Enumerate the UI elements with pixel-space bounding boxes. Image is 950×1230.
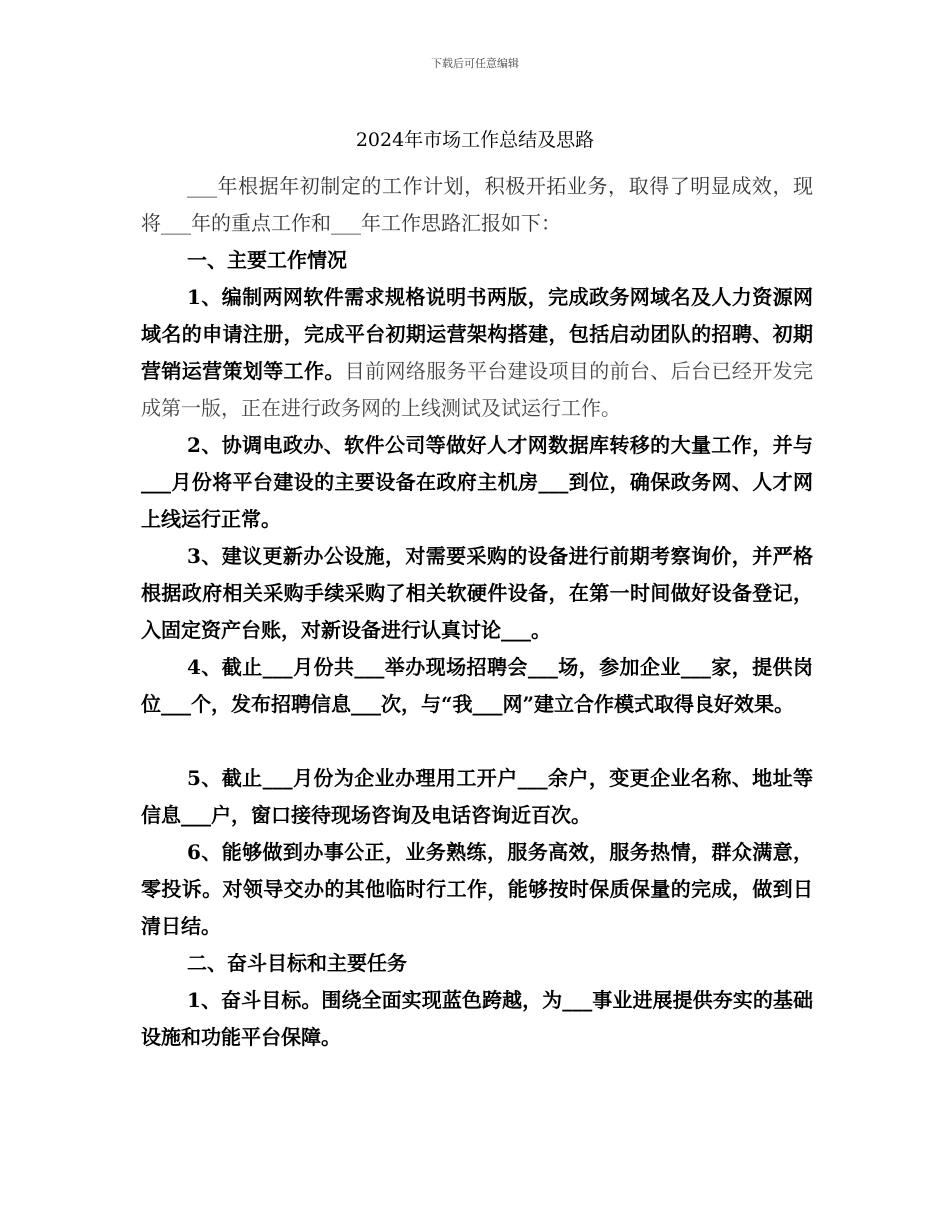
item-1-normal-text: 目前网络服务平台建设项目的前台、后台已经开发完成第一版，正在进行政务网的上线测试及试运行工作。 [141, 359, 813, 420]
section-heading-1: 一、主要工作情况 [187, 248, 347, 272]
item-5-paragraph: 5、截止___月份为企业办理用工开户___余户，变更企业名称、地址等信息___户，窗口接待现场咨询及电话咨询近百次。 [141, 766, 813, 827]
page-header: 下载后可任意编辑 [431, 57, 519, 70]
item-6-paragraph: 6、能够做到办事公正，业务熟练，服务高效，服务热情，群众满意，零投诉。对领导交办的其他临时行工作，能够按时保质保量的完成，做到日清日结。 [141, 840, 813, 938]
item-3-paragraph: 3、建议更新办公设施，对需要采购的设备进行前期考察询价，并严格根据政府相关采购手续采购了相关软硬件设备，在第一时间做好设备登记，入固定资产台账，对新设备进行认真讨论___。 [141, 544, 813, 642]
item-1-bold-text: 1、编制两网软件需求规格说明书两版，完成政务网域名及人力资源网域名的申请注册，完成平台初期运营架构搭建，包括启动团队的招聘、初期营销运营策划等工作。 [141, 285, 813, 383]
item-1-paragraph [141, 279, 813, 427]
goal-1-paragraph: 1、奋斗目标。围绕全面实现蓝色跨越，为___事业进展提供夯实的基础设施和功能平台保障。 [141, 988, 813, 1049]
document-title: 2024年市场工作总结及思路 [355, 129, 595, 151]
intro-paragraph: ___年根据年初制定的工作计划，积极开拓业务，取得了明显成效，现将___年的重点工作和___年工作思路汇报如下： [141, 174, 813, 235]
item-2-paragraph: 2、协调电政办、软件公司等做好人才网数据库转移的大量工作，并与___月份将平台建设的主要设备在政府主机房___到位，确保政务网、人才网上线运行正常。 [141, 433, 813, 531]
item-4-paragraph: 4、截止___月份共___举办现场招聘会___场，参加企业___家，提供岗位___个，发布招聘信息___次，与“我___网”建立合作模式取得良好效果。 [141, 655, 813, 716]
section-heading-2: 二、奋斗目标和主要任务 [187, 951, 407, 975]
